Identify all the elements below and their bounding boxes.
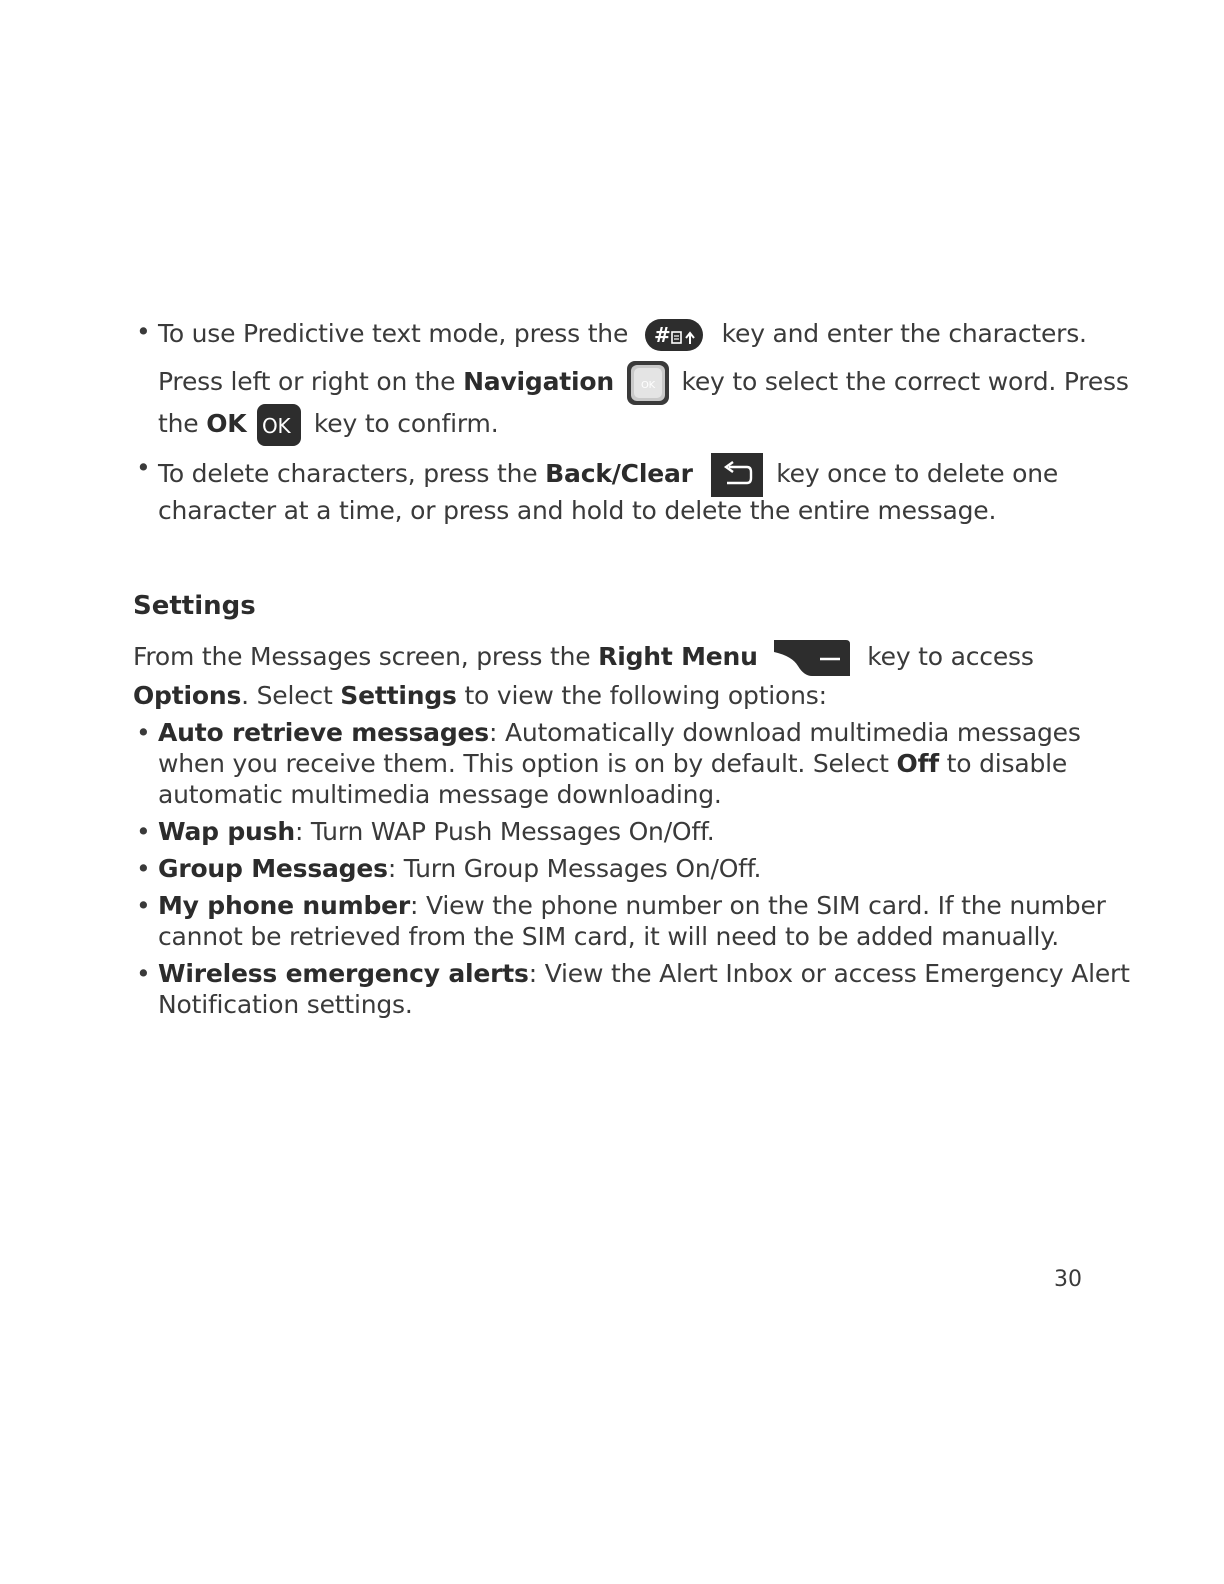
settings-item-auto-retrieve-line-2: when you receive them. This option is on by default. Select Off to disable: [158, 749, 1068, 778]
hash-key-icon: [644, 317, 704, 353]
svg-text:#: #: [653, 323, 671, 347]
right-menu-key-icon: [772, 638, 852, 678]
settings-item-group-messages: Group Messages: Turn Group Messages On/Off.: [158, 854, 762, 883]
bullet-dot: •: [136, 891, 151, 920]
settings-item-my-phone-number-line-2: cannot be retrieved from the SIM card, it will need to be added manually.: [158, 922, 1060, 951]
delete-line-2: character at a time, or press and hold to delete the entire message.: [158, 496, 997, 525]
navigation-key-icon: [626, 360, 670, 406]
svg-text:OK: OK: [640, 380, 655, 391]
bullet-dot: •: [136, 453, 151, 482]
section-heading-settings: Settings: [133, 591, 256, 621]
predictive-line-2: Press left or right on the Navigation OK key to select the correct word. Press: [158, 360, 1129, 406]
delete-line-1: To delete characters, press the Back/Clear key once to delete one: [158, 453, 1058, 497]
bullet-dot: •: [136, 854, 151, 883]
settings-item-auto-retrieve-line-3: automatic multimedia message downloading.: [158, 780, 722, 809]
bullet-dot: •: [136, 718, 151, 747]
ok-key-icon: [256, 403, 302, 447]
bullet-dot: •: [136, 959, 151, 988]
back-clear-key-icon: [711, 453, 763, 497]
settings-item-my-phone-number: My phone number: View the phone number on the SIM card. If the number: [158, 891, 1106, 920]
predictive-line-1: To use Predictive text mode, press the # key and enter the characters.: [158, 317, 1087, 353]
bullet-dot: •: [136, 317, 151, 346]
settings-intro-line-1: From the Messages screen, press the Right Menu key to access: [133, 638, 1034, 678]
settings-item-auto-retrieve: Auto retrieve messages: Automatically download multimedia messages: [158, 718, 1081, 747]
bullet-dot: •: [136, 817, 151, 846]
settings-item-wireless-emergency-alerts-line-2: Notification settings.: [158, 990, 413, 1019]
page-number: 30: [1054, 1267, 1082, 1292]
settings-intro-line-2: Options. Select Settings to view the following options:: [133, 681, 827, 710]
settings-item-wap-push: Wap push: Turn WAP Push Messages On/Off.: [158, 817, 715, 846]
settings-item-wireless-emergency-alerts: Wireless emergency alerts: View the Alert Inbox or access Emergency Alert: [158, 959, 1130, 988]
predictive-line-3: the OK OK key to confirm.: [158, 403, 498, 447]
svg-text:OK: OK: [262, 414, 291, 438]
